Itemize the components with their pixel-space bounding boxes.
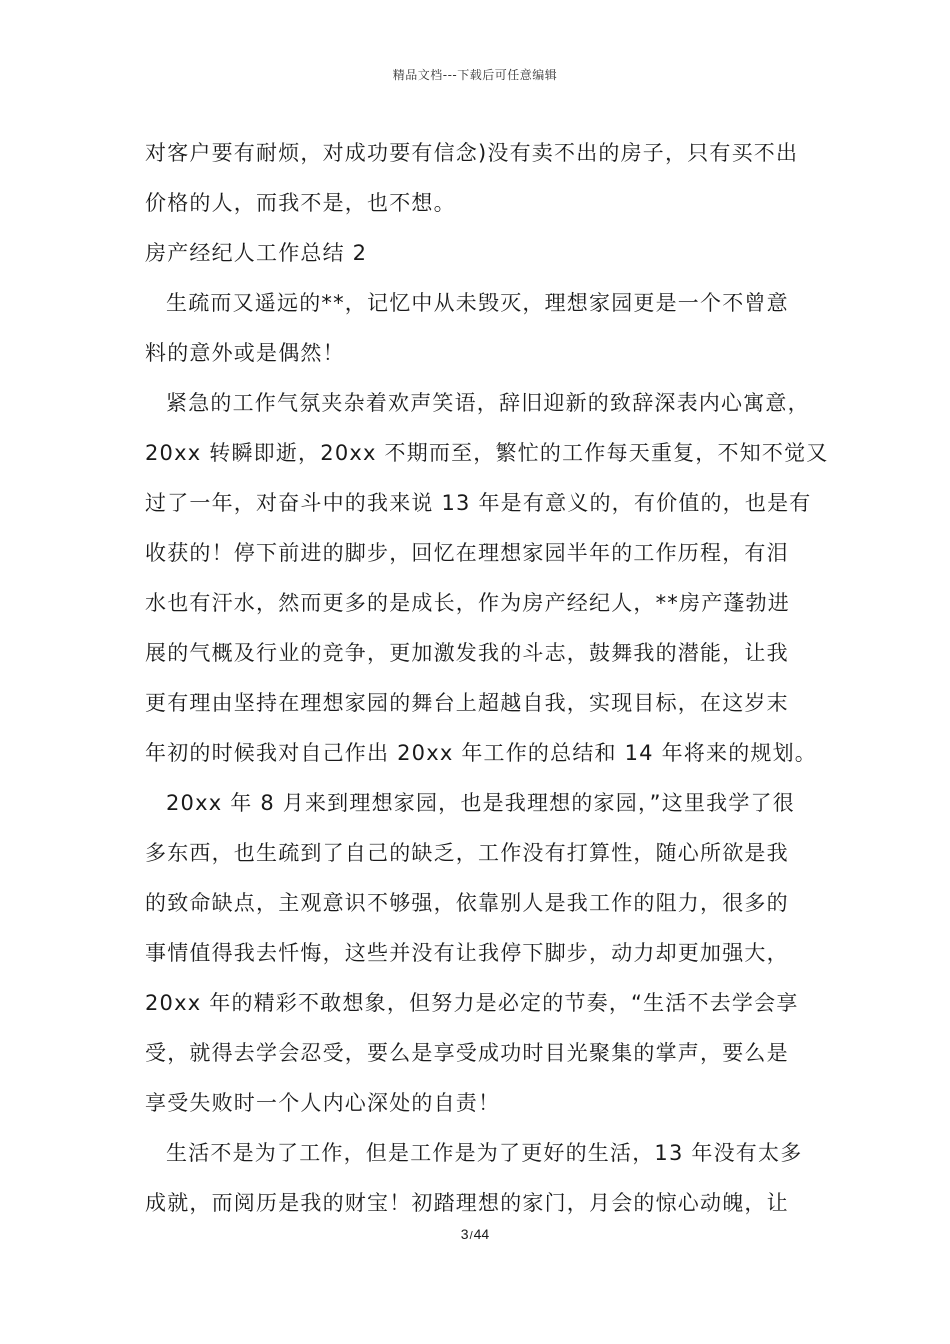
page-separator: / xyxy=(469,1230,473,1242)
body-line: 生疏而又遥远的**，记忆中从未毁灭，理想家园更是一个不曾意 xyxy=(166,291,789,315)
body-line: 成就，而阅历是我的财宝！初踏理想的家门，月会的惊心动魄，让 xyxy=(145,1191,789,1215)
total-pages-number: 44 xyxy=(473,1226,490,1242)
body-line: 受，就得去学会忍受，要么是享受成功时目光聚集的掌声，要么是 xyxy=(145,1041,789,1065)
section-heading: 房产经纪人工作总结 2 xyxy=(145,241,368,265)
body-line: 20xx 转瞬即逝，20xx 不期而至，繁忙的工作每天重复，不知不觉又 xyxy=(145,441,829,465)
body-line: 20xx 年的精彩不敢想象，但努力是必定的节奏，“生活不去学会享 xyxy=(145,991,799,1015)
body-line: 年初的时候我对自己作出 20xx 年工作的总结和 14 年将来的规划。 xyxy=(145,741,817,765)
page-number xyxy=(0,1226,950,1242)
body-line: 价格的人，而我不是，也不想。 xyxy=(145,191,456,215)
body-line: 20xx 年 8 月来到理想家园，也是我理想的家园，”这里我学了很 xyxy=(166,791,795,815)
document-body xyxy=(145,128,829,1228)
page-header: 精品文档---下载后可任意编辑 xyxy=(392,68,558,82)
body-line: 水也有汗水，然而更多的是成长，作为房产经纪人，**房产蓬勃进 xyxy=(145,591,790,615)
body-line: 享受失败时一个人内心深处的自责！ xyxy=(145,1091,501,1115)
body-line: 的致命缺点，主观意识不够强，依靠别人是我工作的阻力，很多的 xyxy=(145,891,789,915)
body-line: 对客户要有耐烦，对成功要有信念)没有卖不出的房子，只有买不出 xyxy=(145,141,799,165)
body-line: 过了一年，对奋斗中的我来说 13 年是有意义的，有价值的，也是有 xyxy=(145,491,812,515)
body-line: 多东西，也生疏到了自己的缺乏，工作没有打算性，随心所欲是我 xyxy=(145,841,789,865)
body-line: 生活不是为了工作，但是工作是为了更好的生活，13 年没有太多 xyxy=(166,1141,803,1165)
body-line: 事情值得我去忏悔，这些并没有让我停下脚步，动力却更加强大， xyxy=(145,941,789,965)
body-line: 紧急的工作气氛夹杂着欢声笑语，辞旧迎新的致辞深表内心寓意， xyxy=(166,391,810,415)
body-line: 展的气概及行业的竞争，更加激发我的斗志，鼓舞我的潜能，让我 xyxy=(145,641,789,665)
body-line: 收获的！停下前进的脚步，回忆在理想家园半年的工作历程，有泪 xyxy=(145,541,789,565)
body-line: 料的意外或是偶然！ xyxy=(145,341,345,365)
body-line: 更有理由坚持在理想家园的舞台上超越自我，实现目标，在这岁末 xyxy=(145,691,789,715)
current-page-number: 3 xyxy=(460,1226,469,1242)
